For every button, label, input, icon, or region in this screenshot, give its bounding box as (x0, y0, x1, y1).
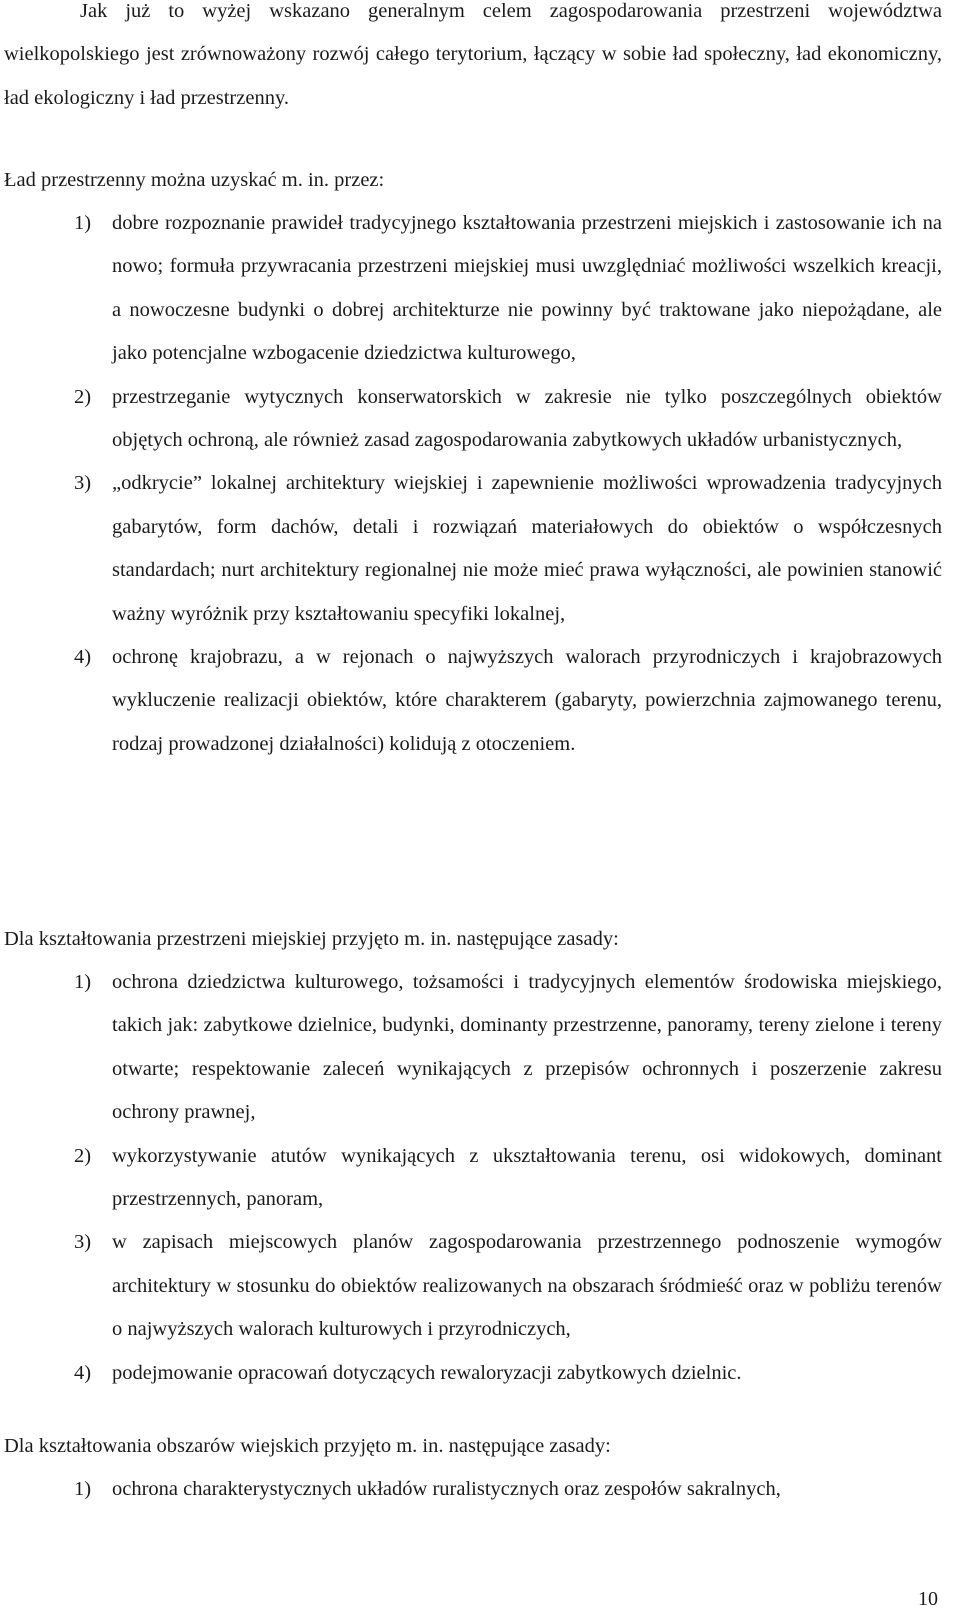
list-item-text: „odkrycie” lokalnej architektury wiejskiej i zapewnienie możliwości wprowadzenia tradycyjnych gabarytów, form dachów, detali i rozwiązań materiałowych do obiektów o współczesnych standardach; nurt architektury regionalnej nie może mieć prawa wyłączności, ale powinien stanowić ważny wyróżnik przy kształtowaniu specyfiki lokalnej, (112, 472, 942, 625)
list-item (74, 202, 942, 376)
section1-list (74, 202, 942, 766)
list-item-number: 1) (74, 971, 92, 993)
section2-heading: Dla kształtowania przestrzeni miejskiej przyjęto m. in. następujące zasady: (4, 928, 619, 950)
list-item-number: 4) (74, 1361, 92, 1384)
list-item-text: ochrona dziedzictwa kulturowego, tożsamości i tradycyjnych elementów środowiska miejskiego, takich jak: zabytkowe dzielnice, budynki, dominanty przestrzenne, panoramy, tereny zielone i tereny otwarte; respektowanie zaleceń wynikających z przepisów ochronnych i poszerzenie zakresu ochrony prawnej, (112, 971, 942, 1124)
list-item (74, 1468, 942, 1511)
list-item (74, 636, 942, 766)
list-item-text: wykorzystywanie atutów wynikających z ukształtowania terenu, osi widokowych, dominant przestrzennych, panoram, (112, 1144, 942, 1211)
list-item (74, 1135, 942, 1222)
section3-list (74, 1468, 942, 1511)
list-item-number: 1) (74, 212, 92, 234)
page-number: 10 (918, 1588, 938, 1610)
intro-paragraph: Jak już to wyżej wskazano generalnym celem zagospodarowania przestrzeni województwa wielkopolskiego jest zrównoważony rozwój całego terytorium, łączący w sobie ład społeczny, ład ekonomiczny, ład ekologiczny i ład przestrzenny. (4, 0, 942, 109)
list-item-number: 3) (74, 1231, 92, 1254)
list-item-number: 3) (74, 472, 92, 495)
section1-heading: Ład przestrzenny można uzyskać m. in. przez: (4, 169, 385, 191)
section3-heading: Dla kształtowania obszarów wiejskich przyjęto m. in. następujące zasady: (4, 1435, 611, 1457)
list-item-text: w zapisach miejscowych planów zagospodarowania przestrzennego podnoszenie wymogów architektury w stosunku do obiektów realizowanych na obszarach śródmieść oraz w pobliżu terenów o najwyższych walorach kulturowych i przyrodniczych, (112, 1231, 942, 1341)
list-item-number: 4) (74, 646, 92, 669)
list-item-text: dobre rozpoznanie prawideł tradycyjnego kształtowania przestrzeni miejskich i zastosowanie ich na nowo; formuła przywracania przestrzeni miejskiej musi uwzględniać możliwości wszelkich kreacji, a nowoczesne budynki o dobrej architekturze nie powinny być traktowane jako niepożądane, ale jako potencjalne wzbogacenie dziedzictwa kulturowego, (112, 212, 942, 365)
list-item-number: 2) (74, 1144, 92, 1167)
list-item (74, 961, 942, 1135)
section2-list (74, 961, 942, 1395)
list-item (74, 462, 942, 636)
list-item (74, 376, 942, 463)
list-item-number: 1) (74, 1478, 92, 1500)
list-item (74, 1352, 942, 1395)
list-item-text: ochrona charakterystycznych układów ruralistycznych oraz zespołów sakralnych, (112, 1478, 781, 1500)
list-item-text: ochronę krajobrazu, a w rejonach o najwyższych walorach przyrodniczych i krajobrazowych wykluczenie realizacji obiektów, które charakterem (gabaryty, powierzchnia zajmowanego terenu, rodzaj prowadzonej działalności) kolidują z otoczeniem. (112, 646, 942, 755)
list-item-text: przestrzeganie wytycznych konserwatorskich w zakresie nie tylko poszczególnych obiektów objętych ochroną, ale również zasad zagospodarowania zabytkowych układów urbanistycznych, (112, 385, 942, 452)
list-item-number: 2) (74, 385, 92, 408)
list-item (74, 1221, 942, 1351)
list-item-text: podejmowanie opracowań dotyczących rewaloryzacji zabytkowych dzielnic. (112, 1361, 742, 1384)
